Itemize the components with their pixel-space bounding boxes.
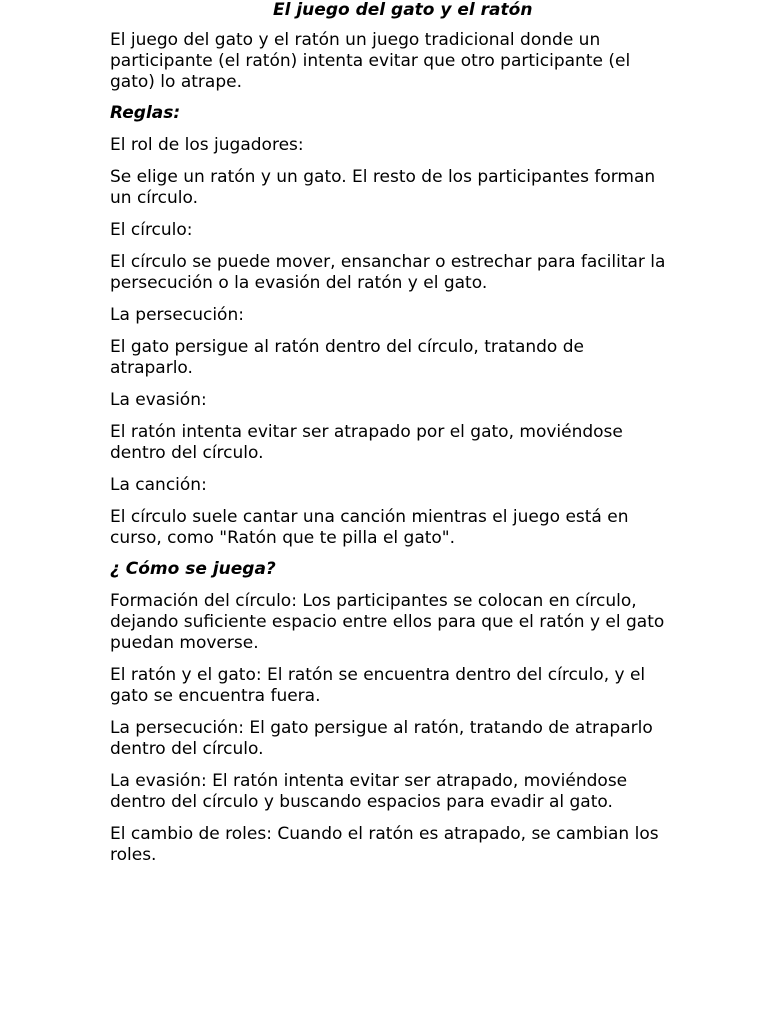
- rule-players-text: Se elige un ratón y un gato. El resto de los participantes forman un círculo.: [110, 167, 656, 208]
- rule-chase-text: El gato persigue al ratón dentro del círculo, tratando de atraparlo.: [110, 337, 584, 378]
- howto-role-change: El cambio de roles: Cuando el ratón es atrapado, se cambian los roles.: [110, 824, 659, 865]
- intro-paragraph: El juego del gato y el ratón un juego tradicional donde un participante (el ratón) intenta evitar que otro participante (el gato) lo atrape.: [110, 30, 631, 92]
- howto-chase: La persecución: El gato persigue al ratón, tratando de atraparlo dentro del círculo.: [110, 718, 653, 759]
- rule-evasion-label: La evasión:: [110, 390, 207, 410]
- rule-circle-text: El círculo se puede mover, ensanchar o estrechar para facilitar la persecución o la evasión del ratón y el gato.: [110, 252, 666, 293]
- howto-heading: ¿ Cómo se juega?: [110, 559, 276, 579]
- rule-chase-label: La persecución:: [110, 305, 244, 325]
- document-title: El juego del gato y el ratón: [273, 0, 533, 20]
- rule-evasion-text: El ratón intenta evitar ser atrapado por el gato, moviéndose dentro del círculo.: [110, 422, 623, 463]
- howto-roles: El ratón y el gato: El ratón se encuentra dentro del círculo, y el gato se encuentra fuera.: [110, 665, 646, 706]
- rule-song-text: El círculo suele cantar una canción mientras el juego está en curso, como "Ratón que te pilla el gato".: [110, 507, 629, 548]
- rule-players-label: El rol de los jugadores:: [110, 135, 304, 155]
- howto-evasion: La evasión: El ratón intenta evitar ser atrapado, moviéndose dentro del círculo y buscando espacios para evadir al gato.: [110, 771, 628, 812]
- rule-circle-label: El círculo:: [110, 220, 193, 240]
- document-page: [110, 0, 670, 866]
- rule-song-label: La canción:: [110, 475, 207, 495]
- rules-heading: Reglas:: [110, 103, 181, 123]
- howto-formation: Formación del círculo: Los participantes se colocan en círculo, dejando suficiente espacio entre ellos para que el ratón y el gato puedan moverse.: [110, 591, 665, 653]
